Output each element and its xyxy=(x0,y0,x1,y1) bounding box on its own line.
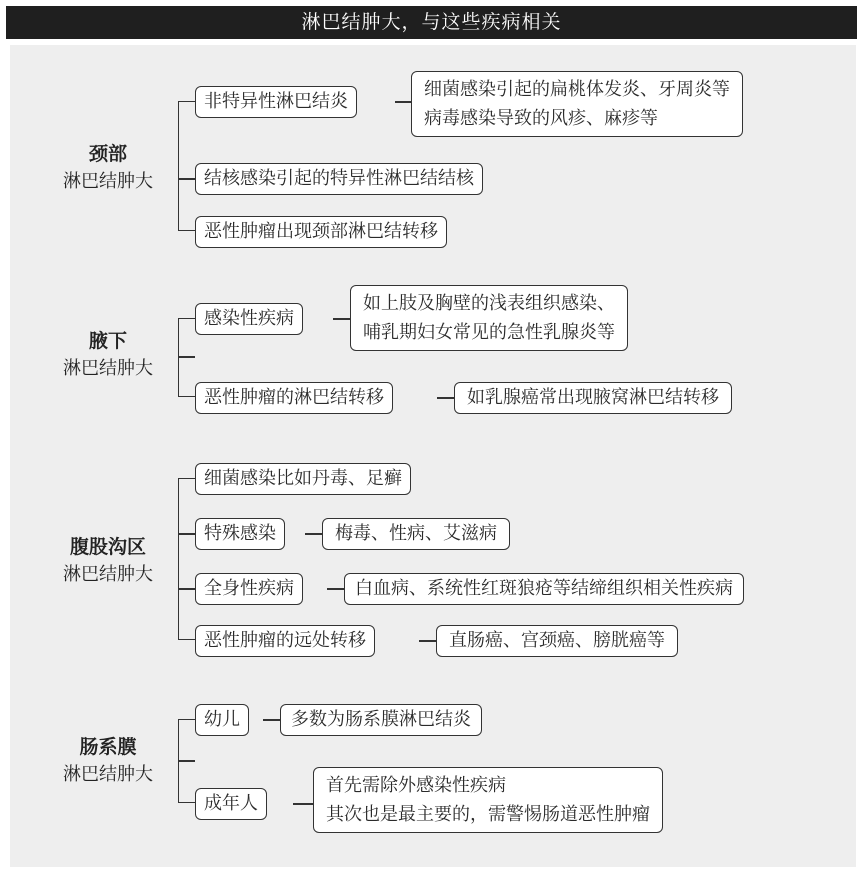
section-neck-name: 颈部 xyxy=(88,143,127,165)
neck-detail-line-2: 病毒感染导致的风疹、麻疹等 xyxy=(424,108,658,129)
section-mesentery-name: 肠系膜 xyxy=(79,736,137,758)
mesentery-item-adult: 成年人 xyxy=(195,788,267,820)
page-title: 淋巴结肿大，与这些疾病相关 xyxy=(6,6,857,39)
neck-detail-line-1: 细菌感染引起的扁桃体发炎、牙周炎等 xyxy=(424,79,730,100)
neck-item-nonspecific: 非特异性淋巴结炎 xyxy=(195,86,357,118)
armpit-item-metastasis: 恶性肿瘤的淋巴结转移 xyxy=(195,382,393,414)
neck-nonspecific-details xyxy=(411,71,743,137)
neck-connector-1 xyxy=(395,101,411,103)
neck-item-tuberculosis: 结核感染引起的特异性淋巴结结核 xyxy=(195,163,483,195)
mesentery-item-child: 幼儿 xyxy=(195,704,249,736)
mesentery-child-details: 多数为肠系膜淋巴结炎 xyxy=(280,704,482,736)
armpit-connector-2 xyxy=(437,397,454,399)
mesentery-connector-1 xyxy=(263,719,280,721)
groin-systemic-details: 白血病、系统性红斑狼疮等结缔组织相关性疾病 xyxy=(344,573,744,605)
mesentery-detail-line-2: 其次也是最主要的，需警惕肠道恶性肿瘤 xyxy=(326,804,650,825)
neck-item-metastasis: 恶性肿瘤出现颈部淋巴结转移 xyxy=(195,216,447,248)
section-neck-subtitle: 淋巴结肿大 xyxy=(63,171,153,192)
groin-branch-line-2 xyxy=(178,588,195,590)
groin-item-special-infection: 特殊感染 xyxy=(195,518,285,550)
neck-bracket xyxy=(178,101,195,231)
armpit-infection-details xyxy=(350,285,628,351)
section-mesentery xyxy=(38,733,178,789)
groin-bracket xyxy=(178,478,195,640)
armpit-detail-line-1: 如上肢及胸壁的浅表组织感染、 xyxy=(363,293,615,314)
mesentery-connector-2 xyxy=(293,803,313,805)
neck-branch-line xyxy=(178,178,195,180)
section-mesentery-subtitle: 淋巴结肿大 xyxy=(63,764,153,785)
armpit-bracket xyxy=(178,318,195,397)
section-groin xyxy=(38,533,178,589)
mesentery-adult-details xyxy=(313,767,663,833)
armpit-detail-line-2: 哺乳期妇女常见的急性乳腺炎等 xyxy=(363,322,615,343)
groin-special-details: 梅毒、性病、艾滋病 xyxy=(322,518,510,550)
section-armpit-subtitle: 淋巴结肿大 xyxy=(63,358,153,379)
armpit-connector-1 xyxy=(333,318,350,320)
armpit-metastasis-details: 如乳腺癌常出现腋窝淋巴结转移 xyxy=(454,382,732,414)
section-groin-name: 腹股沟区 xyxy=(69,536,146,558)
groin-item-metastasis: 恶性肿瘤的远处转移 xyxy=(195,625,375,657)
section-groin-subtitle: 淋巴结肿大 xyxy=(63,564,153,585)
groin-connector-2 xyxy=(327,588,344,590)
section-armpit-name: 腋下 xyxy=(88,330,127,352)
mesentery-branch-line xyxy=(178,760,195,762)
groin-metastasis-details: 直肠癌、宫颈癌、膀胱癌等 xyxy=(436,625,678,657)
armpit-branch-line xyxy=(178,356,195,358)
groin-item-systemic: 全身性疾病 xyxy=(195,573,303,605)
groin-branch-line-1 xyxy=(178,533,195,535)
groin-connector-1 xyxy=(305,533,322,535)
mesentery-detail-line-1: 首先需除外感染性疾病 xyxy=(326,775,506,796)
section-neck xyxy=(38,140,178,196)
section-armpit xyxy=(38,327,178,383)
groin-connector-3 xyxy=(419,640,436,642)
groin-item-bacterial: 细菌感染比如丹毒、足癣 xyxy=(195,463,411,495)
armpit-item-infection: 感染性疾病 xyxy=(195,303,303,335)
